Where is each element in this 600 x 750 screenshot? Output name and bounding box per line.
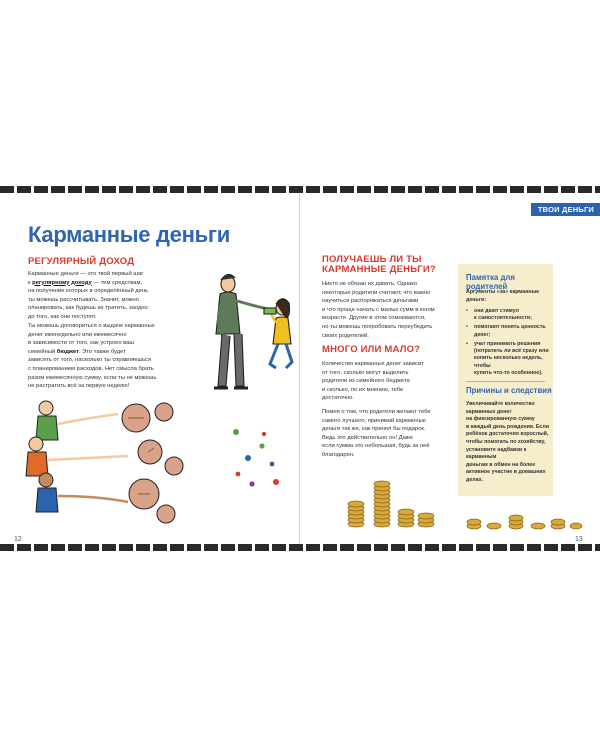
text-line: Ведь это действительно он! Даже (322, 434, 413, 441)
text-line: планировать, как будешь их тратить, заодно (28, 305, 148, 312)
decorative-splash (228, 424, 286, 494)
text-line: достаточно. (322, 395, 354, 402)
text-line: денег еженедельно или ежемесячно (28, 331, 127, 338)
gift-paragraph (322, 408, 452, 460)
text-line: некоторые родители считают, что важно (322, 289, 431, 296)
regular-income-heading: РЕГУЛЯРНЫЙ ДОХОД (28, 256, 135, 267)
sidebar-title: Памятка для родителей (466, 273, 515, 292)
text-line: не растратить всё за первую неделю! (28, 383, 130, 390)
text-line: на получение которых в определённый день (28, 288, 149, 295)
text-line: к регулярному доходу — тем средствам, (28, 279, 143, 286)
text-line: и что проще начать с малых сумм в юном (322, 306, 435, 313)
sidebar-bullets (466, 308, 551, 379)
page-number-right: 13 (575, 536, 583, 543)
text-line: Ты можешь договориться о выдаче карманных (28, 323, 155, 329)
term-regular-income: регулярному доходу (32, 279, 92, 286)
parent-child-illustration (200, 262, 300, 412)
text-line: зависеть от того, насколько ты справляешься (28, 357, 152, 364)
text-line: Количество карманных денег зависит (322, 361, 424, 367)
text-line: до того, как они поступят. (28, 313, 97, 320)
sidebar-divider (466, 381, 545, 382)
how-much-heading: МНОГО ИЛИ МАЛО? (322, 344, 421, 355)
how-much-paragraph (322, 360, 452, 403)
text-line: Карманные деньги — это твой первый шаг (28, 271, 144, 277)
page-title: Карманные деньги (28, 222, 230, 247)
get-money-heading: ПОЛУЧАЕШЬ ЛИ ТЫ КАРМАННЫЕ ДЕНЬГИ? (322, 254, 436, 276)
page-number-left: 12 (14, 536, 22, 543)
list-item: • помогают понять ценность денег; (466, 324, 551, 339)
text-line: своих родителей. (322, 332, 369, 339)
text-line: разом ежемесячную сумму, если ты не можешь (28, 374, 157, 381)
list-item: • они дают стимул к самостоятельности; (466, 308, 551, 323)
kids-coins-illustration (24, 396, 204, 536)
text-line: и сколько, по их мнению, тебе (322, 386, 404, 393)
get-money-paragraph (322, 280, 452, 340)
sidebar-subtitle: Причины и следствия (466, 386, 552, 395)
list-item: • учат принимать решения (потратить ли всё сразу или копить несколько недель, чтобы купить что-то особенное). (466, 341, 551, 378)
text-line: Помня о том, что родители желают тебе (322, 409, 431, 415)
top-film-strip (0, 186, 600, 193)
coin-row (464, 500, 584, 534)
budget-paragraph (28, 322, 223, 391)
text-line: ты можешь рассчитывать. Значит, можно (28, 296, 139, 303)
text-line: с планированием расходов. Нет смысла брать (28, 365, 154, 372)
bottom-film-strip (0, 544, 600, 551)
text-line: самого лучшего, принимай карманные (322, 417, 426, 424)
text-line: благодарен. (322, 451, 355, 458)
regular-income-paragraph (28, 270, 223, 322)
text-line: научиться распоряжаться деньгами (322, 298, 419, 305)
text-line: в зависимости от того, как устроен ваш (28, 340, 135, 347)
text-line: деньги так же, как принял бы подарок. (322, 426, 426, 433)
text-line: возрасте. Другие в этом сомневаются, (322, 315, 426, 322)
sidebar-text: Увеличивайте количество карманных денег на фиксированную сумму в каждый день рождения. Если ребёнок достаточно взрослый, чтобы помогать по хозяйству, установите надбавки к карманным деньгам в обмен на более активное участие в домашних делах. (466, 401, 549, 483)
text-line: родители из семейного бюджета (322, 378, 410, 385)
section-tag: ТВОИ ДЕНЬГИ (531, 203, 600, 216)
text-line: Никто не обязан их давать. Однако (322, 281, 418, 287)
text-line: от того, сколько могут выделить (322, 369, 409, 376)
term-budget: бюджет (56, 348, 79, 355)
coin-stacks (346, 474, 446, 534)
text-line: если сумма это небольшая, будь за неё (322, 443, 430, 450)
text-line: но ты можешь попробовать переубедить (322, 323, 433, 330)
text-line: семейный бюджет. Это также будет (28, 348, 126, 355)
sidebar-intro: Аргументы «за» карманные деньги: (466, 289, 540, 303)
parents-memo-sidebar (458, 264, 553, 496)
